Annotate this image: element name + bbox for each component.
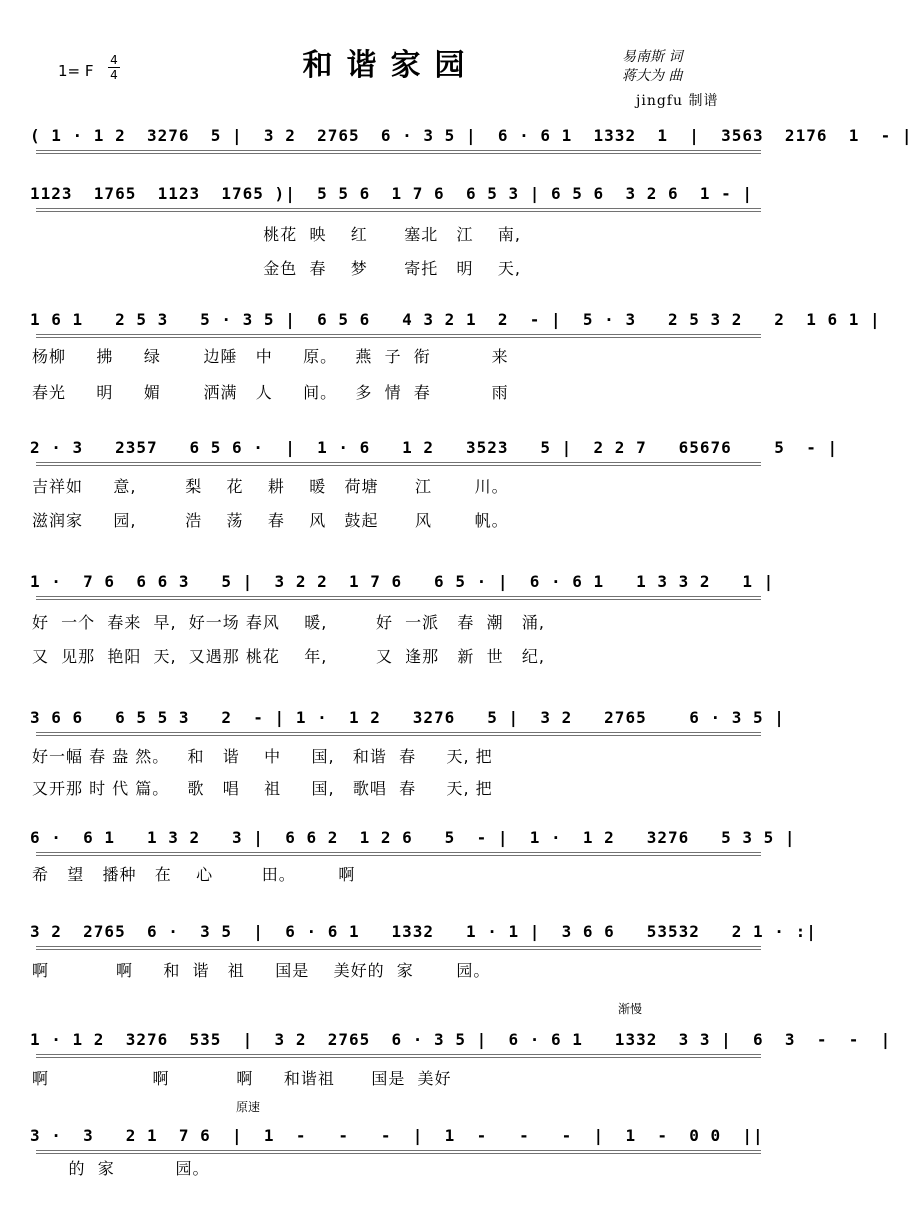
system-2-notes: 1123 1765 1123 1765 )| 5 5 6 1 7 6 6 5 3 | 6 5 6 3 2 6 1 - |	[30, 184, 754, 203]
system-5-lyrics-verse-2: 又 见那 艳阳 天, 又遇那 桃花 年, 又 逢那 新 世 纪,	[32, 647, 545, 666]
beam-line	[36, 150, 761, 154]
beam-line	[36, 334, 761, 338]
system-7-notes: 6 · 6 1 1 3 2 3 | 6 6 2 1 2 6 5 - | 1 · 1 2 3276 5 3 5 |	[30, 828, 796, 847]
system-4-lyrics-verse-1: 吉祥如 意, 梨 花 耕 暖 荷塘 江 川。	[32, 477, 509, 496]
system-6-lyrics-verse-1: 好一幅 春 盎 然。 和 谐 中 国, 和谐 春 天, 把	[32, 747, 493, 766]
system-1-notes: ( 1 · 1 2 3276 5 | 3 2 2765 6 · 3 5 | 6 · 6 1 1332 1 | 3563 2176 1 - |	[30, 126, 913, 145]
song-title: 和谐家园	[302, 48, 479, 83]
system-5-notes: 1 · 7 6 6 6 3 5 | 3 2 2 1 7 6 6 5 · | 6 · 6 1 1 3 3 2 1 |	[30, 572, 775, 591]
system-10-lyrics: 的 家 园。	[32, 1159, 210, 1178]
system-9-notes: 1 · 1 2 3276 535 | 3 2 2765 6 · 3 5 | 6 · 6 1 1332 3 3 | 6 3 - - |	[30, 1030, 892, 1049]
beam-line	[36, 1054, 761, 1058]
beam-line	[36, 208, 761, 212]
system-6-lyrics-verse-2: 又开那 时 代 篇。 歌 唱 祖 国, 歌唱 春 天, 把	[32, 779, 493, 798]
system-2-lyrics-verse-2: 金色 春 梦 寄托 明 天,	[32, 259, 521, 278]
ritardando-mark: 渐慢	[618, 1002, 643, 1016]
beam-line	[36, 946, 761, 950]
system-4-lyrics-verse-2: 滋润家 园, 浩 荡 春 风 鼓起 风 帆。	[32, 511, 509, 530]
system-4-notes: 2 · 3 2357 6 5 6 · | 1 · 6 1 2 3523 5 | 2 2 7 65676 5 - |	[30, 438, 839, 457]
system-9-lyrics: 啊 啊 啊 和谐祖 国是 美好	[32, 1069, 452, 1088]
maker-credit: jingfu 制谱	[636, 93, 719, 109]
system-8-notes: 3 2 2765 6 · 3 5 | 6 · 6 1 1332 1 · 1 | 3 6 6 53532 2 1 · :|	[30, 922, 817, 941]
system-3-lyrics-verse-2: 春光 明 媚 洒满 人 间。 多 情 春 雨	[32, 383, 509, 402]
beam-line	[36, 1150, 761, 1154]
lyricist-credit: 易南斯 词	[622, 49, 683, 65]
key-signature: 1= F	[58, 62, 94, 80]
system-6-notes: 3 6 6 6 5 5 3 2 - | 1 · 1 2 3276 5 | 3 2 2765 6 · 3 5 |	[30, 708, 785, 727]
beam-line	[36, 852, 761, 856]
a-tempo-mark: 原速	[236, 1100, 261, 1114]
meter-top: 4	[110, 53, 118, 67]
system-3-notes: 1 6 1 2 5 3 5 · 3 5 | 6 5 6 4 3 2 1 2 - | 5 · 3 2 5 3 2 2 1 6 1 |	[30, 310, 881, 329]
system-5-lyrics-verse-1: 好 一个 春来 早, 好一场 春风 暖, 好 一派 春 潮 涌,	[32, 613, 545, 632]
beam-line	[36, 732, 761, 736]
system-7-lyrics: 希 望 播种 在 心 田。 啊	[32, 865, 356, 884]
beam-line	[36, 596, 761, 600]
system-2-lyrics-verse-1: 桃花 映 红 塞北 江 南,	[32, 225, 521, 244]
meter-bottom: 4	[110, 68, 118, 82]
system-3-lyrics-verse-1: 杨柳 拂 绿 边陲 中 原。 燕 子 衔 来	[32, 347, 509, 366]
beam-line	[36, 462, 761, 466]
system-8-lyrics: 啊 啊 和 谐 祖 国是 美好的 家 园。	[32, 961, 491, 980]
system-10-notes: 3 · 3 2 1 7 6 | 1 - - - | 1 - - - | 1 - 0 0 ||	[30, 1126, 764, 1145]
composer-credit: 蒋大为 曲	[622, 68, 683, 84]
